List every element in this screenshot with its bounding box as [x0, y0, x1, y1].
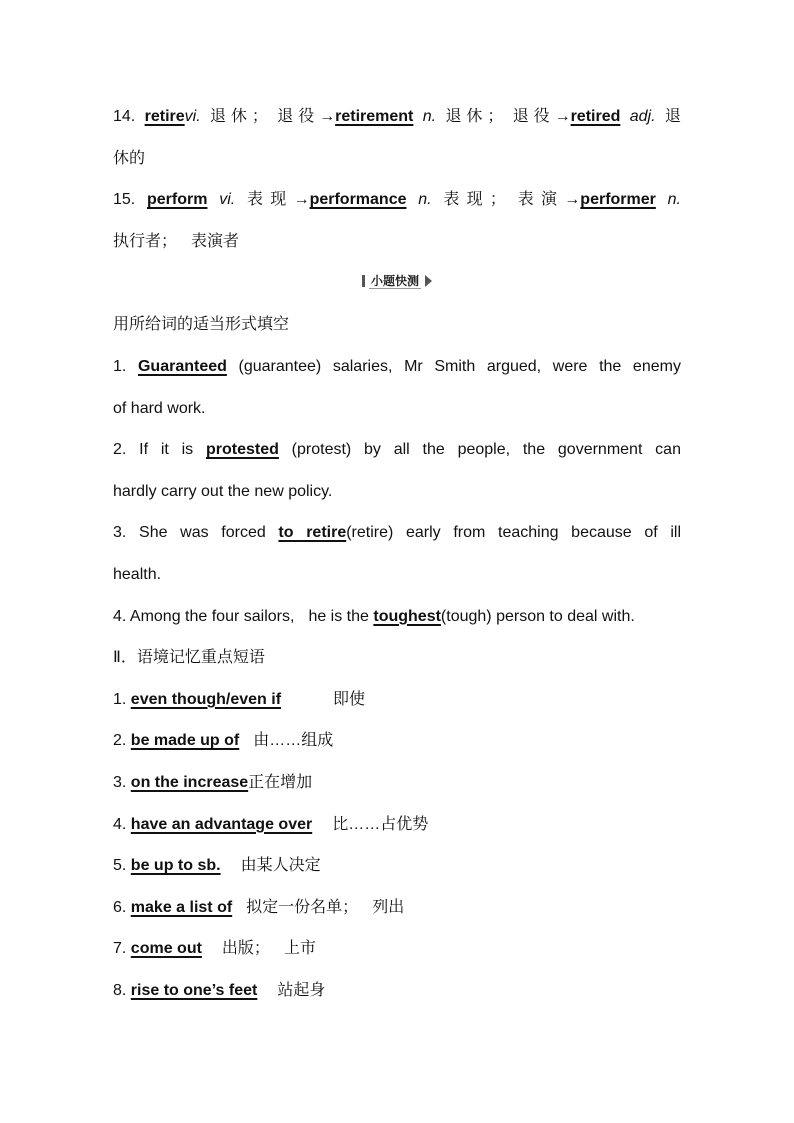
part-of-speech: vi.	[184, 108, 201, 125]
phrase-meaning: 即使	[333, 690, 366, 708]
item-number: 3.	[113, 524, 127, 542]
phrase: be made up of	[130, 732, 240, 750]
item-number: 7.	[113, 940, 127, 958]
hint: (protest) by all the people,	[291, 441, 511, 459]
phrase: have an advantage over	[130, 815, 313, 833]
meaning: 退休；	[445, 108, 504, 125]
exercise-item-1	[113, 346, 681, 388]
item-number: 3.	[113, 773, 127, 791]
part-of-speech: adj.	[629, 108, 656, 125]
phrase-meaning: 比……占优势	[332, 815, 429, 833]
meaning: 表现；	[443, 191, 506, 209]
part-of-speech: n.	[418, 191, 432, 209]
item-number: 2.	[113, 732, 127, 750]
item-number: 6.	[113, 898, 127, 916]
phrase-item-1	[113, 679, 681, 721]
answer: protested	[205, 441, 279, 459]
phrase-item-7	[113, 928, 681, 970]
answer-word: perform	[147, 191, 208, 209]
arrow: →	[319, 108, 336, 125]
meaning: 退役	[512, 108, 555, 125]
meaning: 表现	[246, 191, 294, 209]
phrase: be up to sb.	[130, 857, 221, 875]
phrase-item-5	[113, 845, 681, 887]
phrase-meaning: 列出	[372, 898, 405, 916]
section-title: Ⅱ．语境记忆重点短语	[113, 649, 265, 667]
arrow: →	[564, 191, 581, 209]
arrow: →	[293, 191, 310, 209]
item-number: 5.	[113, 857, 127, 875]
item-number: 1.	[113, 690, 127, 708]
derived-word: retirement	[335, 108, 414, 125]
derived-word: retired	[570, 108, 621, 125]
meaning: 表演	[517, 191, 565, 209]
vocab-item-15	[113, 179, 681, 221]
phrase-meaning: 出版；	[221, 940, 270, 958]
hint: (guarantee) salaries,	[238, 357, 393, 375]
phrase: come out	[130, 940, 202, 958]
exercise-instruction: 用所给词的适当形式填空	[113, 316, 290, 334]
item-number: 2.	[113, 441, 127, 459]
sentence-text: If it is	[139, 441, 194, 459]
meaning: 退休；	[210, 108, 268, 125]
phrase-item-6	[113, 887, 681, 929]
item-number: 1.	[113, 357, 127, 375]
phrase: make a list of	[130, 898, 233, 916]
vocab-item-14-wrap	[113, 138, 681, 180]
item-number: 4.	[113, 607, 127, 625]
vocab-item-14	[113, 96, 681, 138]
item-number: 14.	[113, 108, 136, 125]
item-number: 15.	[113, 191, 136, 209]
hint: (retire) early from teaching because of ill	[346, 524, 682, 542]
badge-bar-icon	[362, 275, 365, 287]
sentence-text: Mr Smith argued,	[404, 357, 542, 375]
exercise-item-3	[113, 512, 681, 554]
arrow: →	[554, 108, 571, 125]
meaning: 表演者	[191, 232, 240, 250]
badge-arrow-icon	[425, 275, 432, 287]
sentence-text: were the enemy	[552, 357, 681, 375]
phrase-meaning: 上市	[283, 940, 316, 958]
sentence-text: he is the	[308, 607, 369, 625]
phrase: even though/even if	[130, 690, 282, 708]
phrase-meaning: 站起身	[277, 981, 326, 999]
phrase-meaning: 由……组成	[253, 732, 334, 750]
sentence-text: the government can	[522, 441, 681, 459]
phrase: rise to one’s feet	[130, 981, 258, 999]
phrase-meaning: 由某人决定	[240, 857, 321, 875]
derived-word: performance	[309, 191, 407, 209]
answer: to retire	[278, 524, 347, 542]
phrase-item-3	[113, 762, 681, 804]
meaning: 休的	[113, 149, 146, 167]
meaning: 退役	[277, 108, 320, 125]
phrase-item-2	[113, 720, 681, 762]
exercise-item-2-wrap: hardly carry out the new policy.	[113, 482, 333, 500]
phrase-item-8	[113, 970, 681, 1012]
badge-label: 小题快测	[370, 273, 419, 288]
vocab-item-15-wrap	[113, 221, 681, 263]
meaning: 执行者；	[113, 232, 178, 250]
answer: toughest	[373, 607, 441, 625]
sentence-text: Among the four sailors,	[129, 607, 295, 625]
part-of-speech: vi.	[219, 191, 236, 209]
section-badge	[113, 262, 681, 304]
phrase-item-4	[113, 804, 681, 846]
document-page	[113, 96, 681, 1011]
sentence-text: She was forced	[139, 524, 266, 542]
phrase: on the increase	[130, 773, 249, 791]
part-of-speech: n.	[422, 108, 437, 125]
part-of-speech: n.	[667, 191, 681, 209]
item-number: 4.	[113, 815, 127, 833]
exercise-item-4	[113, 596, 681, 638]
exercise-item-1-wrap: of hard work.	[113, 399, 206, 417]
phrase-meaning: 拟定一份名单；	[246, 898, 359, 916]
answer: Guaranteed	[137, 357, 227, 375]
meaning: 退	[664, 108, 681, 125]
phrase-meaning: 正在增加	[248, 773, 313, 791]
item-number: 8.	[113, 981, 127, 999]
hint: (tough) person to deal with.	[440, 607, 635, 625]
exercise-item-3-wrap: health.	[113, 565, 162, 583]
answer-word: retire	[144, 108, 185, 125]
derived-word: performer	[580, 191, 656, 209]
exercise-item-2	[113, 429, 681, 471]
